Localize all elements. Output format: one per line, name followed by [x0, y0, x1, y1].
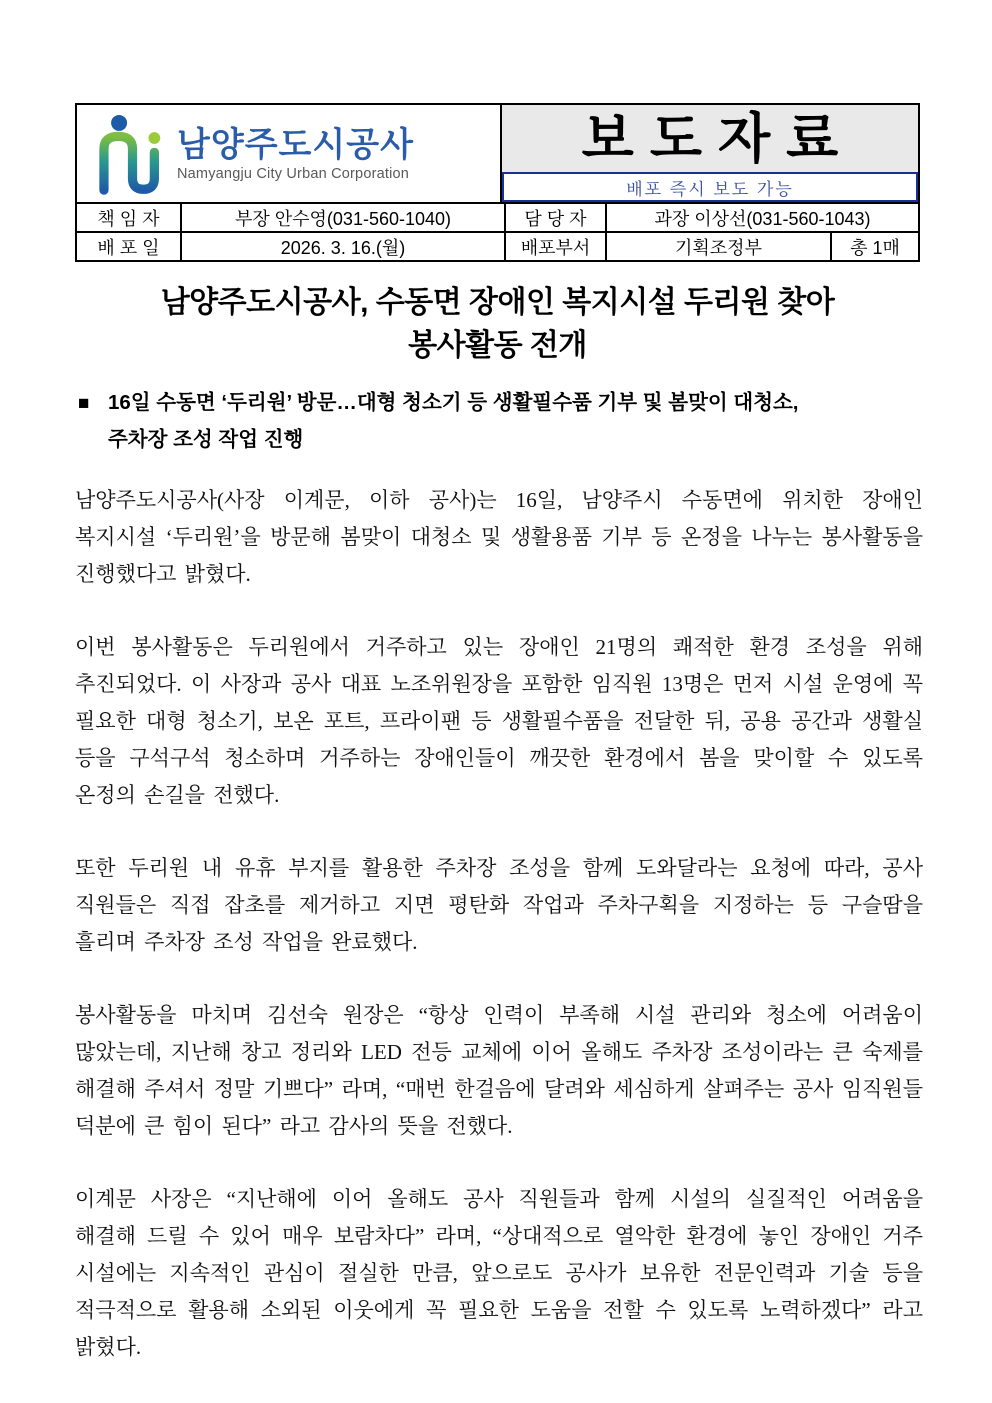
release-date-label: 배 포 일: [97, 237, 160, 258]
paragraph-1: 남양주도시공사(사장 이계문, 이하 공사)는 16일, 남양주시 수동면에 위치한 장애인 복지시설 ‘두리원’을 방문해 봄맞이 대청소 및 생활용품 기부 등 온정을 나누는 봉사활동을 진행했다고 밝혔다.: [75, 488, 923, 586]
info-row-2: [77, 231, 918, 260]
subhead-line1: [78, 385, 926, 422]
logo-english-name: Namyangju City Urban Corporation: [177, 165, 410, 182]
company-logo-icon: [93, 112, 167, 196]
header-table: [75, 103, 920, 262]
dept-value: 기획조정부: [605, 233, 830, 260]
subhead-line1-text: 16일 수동면 ‘두리원’ 방문…대형 청소기 등 생활필수품 기부 및 봄맞이 대청소,: [108, 391, 799, 414]
headline: [75, 281, 920, 367]
responsible-label: 책 임 자: [97, 208, 160, 229]
subhead: [78, 385, 926, 458]
release-note: 배포 즉시 보도 가능: [502, 172, 918, 202]
paragraph-4: 봉사활동을 마치며 김선숙 원장은 “항상 인력이 부족해 시설 관리와 청소에 어려움이 많았는데, 지난해 창고 정리와 LED 전등 교체에 이어 올해도 주차장 조성이라는 큰 숙제를 해결해 주셔서 정말 기쁘다” 라며, “매번 한걸음에 달려와 세심하게 살펴주는 공사 임직원들 덕분에 큰 힘이 된다” 라고 감사의 뜻을 전했다.: [75, 1003, 923, 1138]
info-row-1: [77, 202, 918, 231]
logo-cell: [77, 105, 502, 202]
page-count: 총 1매: [830, 233, 918, 260]
header-top-row: [77, 105, 918, 202]
headline-line2: 봉사활동 전개: [408, 329, 587, 362]
release-date-value: 2026. 3. 16.(월): [180, 233, 504, 260]
paragraph-2: 이번 봉사활동은 두리원에서 거주하고 있는 장애인 21명의 쾌적한 환경 조성을 위해 추진되었다. 이 사장과 공사 대표 노조위원장을 포함한 임직원 13명은 먼저 시설 운영에 꼭 필요한 대형 청소기, 보온 포트, 프라이팬 등 생활필수품을 전달한 뒤, 공용 공간과 생활실 등을 구석구석 청소하며 거주하는 장애인들이 깨끗한 환경에서 봄을 맞이할 수 있도록 온정의 손길을 전했다.: [75, 635, 923, 807]
subhead-line2: 주차장 조성 작업 진행: [108, 428, 304, 451]
paragraph-3: 또한 두리원 내 유휴 부지를 활용한 주차장 조성을 함께 도와달라는 요청에 따라, 공사 직원들은 직접 잡초를 제거하고 지면 평탄화 작업과 주차구획을 지정하는 등 구슬땀을 흘리며 주차장 조성 작업을 완료했다.: [75, 856, 923, 954]
manager-label: 담 당 자: [504, 204, 605, 231]
responsible-value: 부장 안수영(031-560-1040): [180, 204, 504, 231]
manager-value: 과장 이상선(031-560-1043): [605, 204, 918, 231]
headline-line1: 남양주도시공사, 수동면 장애인 복지시설 두리원 찾아: [160, 286, 835, 319]
square-bullet-icon: ■: [78, 393, 90, 414]
paragraph-5: 이계문 사장은 “지난해에 이어 올해도 공사 직원들과 함께 시설의 실질적인 어려움을 해결해 드릴 수 있어 매우 보람차다” 라며, “상대적으로 열악한 환경에 놓인 장애인 거주 시설에는 지속적인 관심이 절실한 만큼, 앞으로도 공사가 보유한 전문인력과 기술 등을 적극적으로 활용해 소외된 이웃에게 꼭 필요한 도움을 전할 수 있도록 노력하겠다” 라고 밝혔다.: [75, 1187, 923, 1359]
dept-label: 배포부서: [504, 233, 605, 260]
masthead-cell: [502, 105, 918, 202]
masthead-title: 보도자료: [502, 105, 918, 172]
article-body: [75, 482, 923, 1402]
logo-korean-name: 남양주도시공사: [177, 125, 414, 164]
logo-text: [177, 126, 414, 182]
